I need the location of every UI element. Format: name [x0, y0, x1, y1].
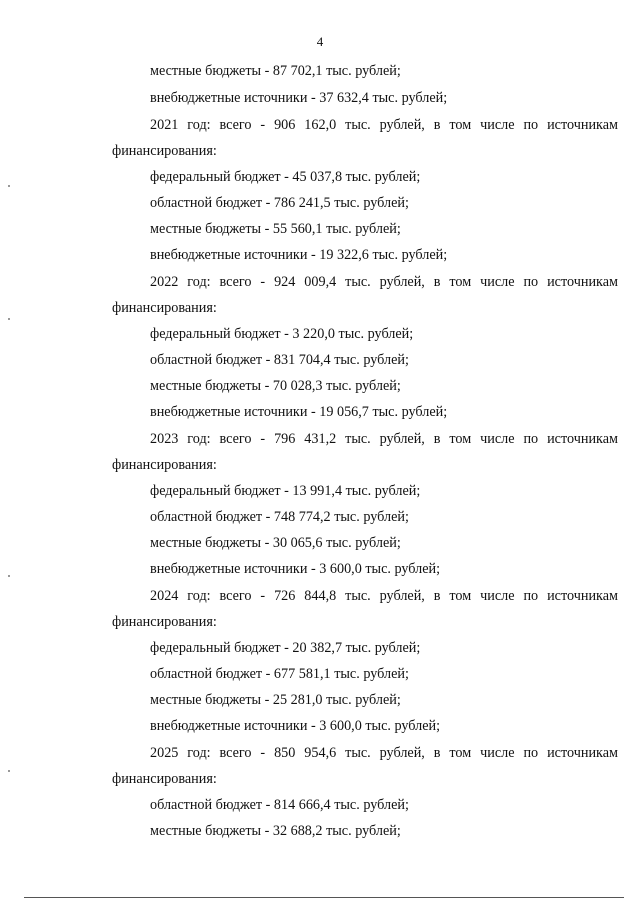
year-2025-heading: 2025 год: всего - 850 954,6 тыс. рублей, в том числе по источникам	[150, 745, 618, 761]
text-line: областной бюджет - 786 241,5 тыс. рублей;	[150, 195, 409, 211]
text-line: финансирования:	[112, 457, 217, 473]
year-2022-heading: 2022 год: всего - 924 009,4 тыс. рублей, в том числе по источникам	[150, 274, 618, 290]
year-2021-heading: 2021 год: всего - 906 162,0 тыс. рублей, в том числе по источникам	[150, 117, 618, 133]
text-line: областной бюджет - 748 774,2 тыс. рублей;	[150, 509, 409, 525]
text-line: местные бюджеты - 25 281,0 тыс. рублей;	[150, 692, 401, 708]
scan-mark	[8, 575, 10, 577]
text-line: финансирования:	[112, 614, 217, 630]
text-line: местные бюджеты - 32 688,2 тыс. рублей;	[150, 823, 401, 839]
text-line: финансирования:	[112, 300, 217, 316]
text-line: местные бюджеты - 30 065,6 тыс. рублей;	[150, 535, 401, 551]
text-line: внебюджетные источники - 3 600,0 тыс. рублей;	[150, 561, 441, 577]
text-line: федеральный бюджет - 45 037,8 тыс. рублей;	[150, 169, 421, 185]
text-line: местные бюджеты - 70 028,3 тыс. рублей;	[150, 378, 401, 394]
text-line: федеральный бюджет - 20 382,7 тыс. рублей;	[150, 640, 421, 656]
text-line: внебюджетные источники - 19 322,6 тыс. рублей;	[150, 247, 448, 263]
text-line: внебюджетные источники - 19 056,7 тыс. рублей;	[150, 404, 448, 420]
text-line: финансирования:	[112, 771, 217, 787]
scan-mark	[8, 185, 10, 187]
text-line: областной бюджет - 814 666,4 тыс. рублей;	[150, 797, 409, 813]
scan-mark	[8, 318, 10, 320]
text-line: областной бюджет - 677 581,1 тыс. рублей;	[150, 666, 409, 682]
text-line: внебюджетные источники - 37 632,4 тыс. рублей;	[150, 90, 448, 106]
text-line: федеральный бюджет - 13 991,4 тыс. рублей;	[150, 483, 421, 499]
bottom-rule	[24, 897, 624, 898]
text-line: областной бюджет - 831 704,4 тыс. рублей;	[150, 352, 409, 368]
page-number: 4	[316, 34, 324, 49]
text-line: федеральный бюджет - 3 220,0 тыс. рублей;	[150, 326, 414, 342]
text-line: финансирования:	[112, 143, 217, 159]
text-line: внебюджетные источники - 3 600,0 тыс. рублей;	[150, 718, 441, 734]
year-2023-heading: 2023 год: всего - 796 431,2 тыс. рублей, в том числе по источникам	[150, 431, 618, 447]
text-line: местные бюджеты - 55 560,1 тыс. рублей;	[150, 221, 401, 237]
text-line: местные бюджеты - 87 702,1 тыс. рублей;	[150, 63, 401, 79]
scan-mark	[8, 770, 10, 772]
year-2024-heading: 2024 год: всего - 726 844,8 тыс. рублей, в том числе по источникам	[150, 588, 618, 604]
